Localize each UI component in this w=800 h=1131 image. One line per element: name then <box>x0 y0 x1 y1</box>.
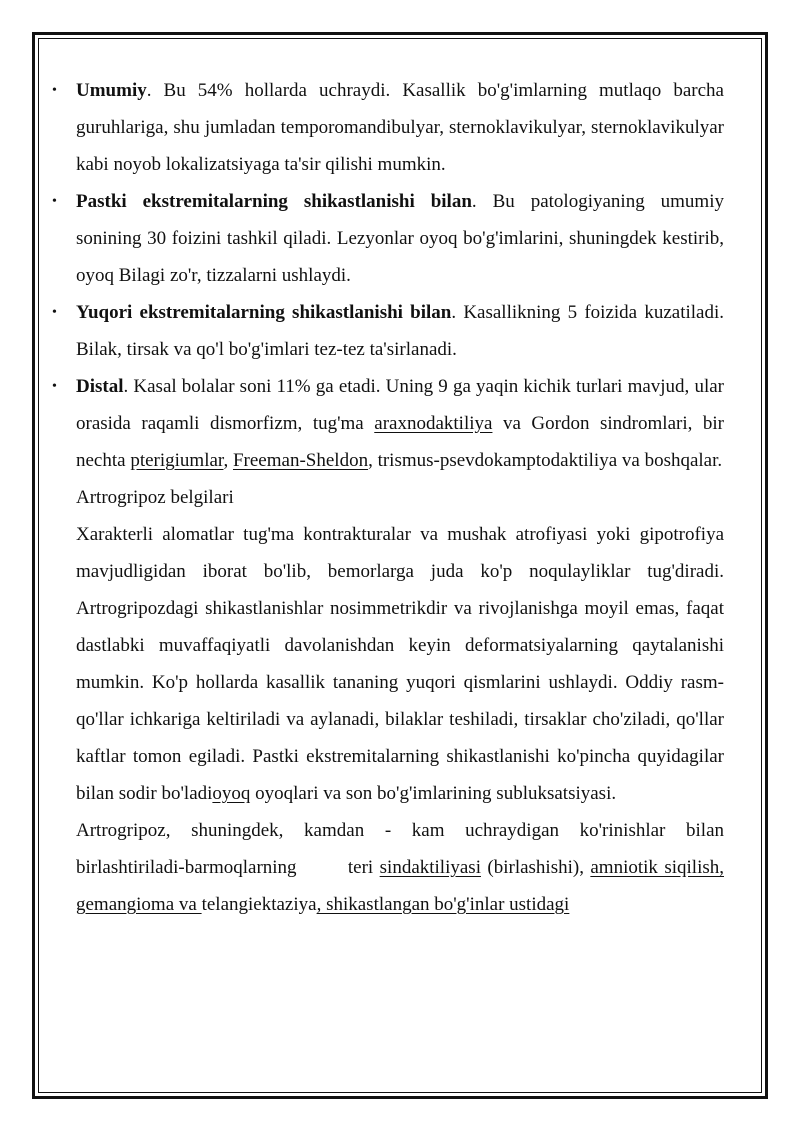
bullet-text: . Kasal bolalar soni 11% ga etadi. Uning 9 ga yaqin kichik turlari mavjud, ular orasida raqamli dismorfizm, tug'ma <box>76 376 724 434</box>
link-pterigiumlar[interactable]: pterigiumlar <box>130 450 224 471</box>
link-sindaktiliyasi[interactable]: sindaktiliyasi <box>379 857 481 878</box>
bullet-item <box>76 294 724 368</box>
bullet-title: Pastki ekstremitalarning shikastlanishi bilan <box>76 191 472 212</box>
bullet-text: , <box>223 450 233 471</box>
paragraph-text: oyoqlari va son bo'g'imlarining subluksatsiyasi. <box>250 783 617 804</box>
bullet-text: . Kasallikning 5 foizida kuzatiladi. Bilak, tirsak va qo'l bo'g'imlari tez-tez ta'sirlanadi. <box>76 302 724 360</box>
bullet-text: , trismus-psevdokamptodaktiliya va boshqalar. <box>368 450 723 471</box>
document-body <box>76 72 729 923</box>
paragraph-text: Artrogripoz, shuningdek, kamdan - kam uchraydigan ko'rinishlar bilan birlashtiriladi-barmoqlarning teri <box>76 820 729 878</box>
link-shikastlangan-boginlar[interactable]: , shikastlangan bo'g'inlar ustidagi <box>316 894 570 915</box>
link-araxnodaktiliya[interactable]: araxnodaktiliya <box>374 413 493 434</box>
paragraph <box>76 812 729 923</box>
bullet-title: Umumiy <box>76 80 147 101</box>
bullet-text: va Gordon sindromlari, bir nechta <box>76 413 724 471</box>
bullet-text: . Bu 54% hollarda uchraydi. Kasallik bo'g'imlarning mutlaqo barcha guruhlariga, shu jumladan temporomandibulyar, sternoklavikulyar, sternoklavikulyar kabi noyob lokalizatsiyaga ta'sir qilishi mumkin. <box>76 80 724 175</box>
link-freeman-sheldon[interactable]: Freeman-Sheldon <box>232 450 369 471</box>
bullet-item <box>76 183 724 294</box>
link-oyoq[interactable]: oyoq <box>212 783 251 804</box>
bullet-item <box>76 72 724 183</box>
paragraph-text: telangiektaziya <box>201 894 317 915</box>
paragraph-text: (birlashishi), <box>480 857 591 878</box>
section-heading: Artrogripoz belgilari <box>76 487 234 508</box>
bullet-title: Distal <box>76 376 124 397</box>
bullet-title: Yuqori ekstremitalarning shikastlanishi bilan <box>76 302 452 323</box>
link-amniotik-siqilish[interactable]: amniotik siqilish, gemangioma va <box>76 857 724 915</box>
bullet-item <box>76 368 724 479</box>
paragraph-text: Xarakterli alomatlar tug'ma kontrakturalar va mushak atrofiyasi yoki gipotrofiya mavjudligidan iborat bo'lib, bemorlarga juda ko'p noqulayliklar tug'diradi. Artrogripozdagi shikastlanishlar nosimmetrikdir va rivojlanishga moyil emas, faqat dastlabki muvaffaqiyatli davolanishdan keyin deformatsiyalarning qaytalanishi mumkin. Ko'p hollarda kasallik tananing yuqori qismlarini ushlaydi. Oddiy rasm-qo'llar ichkariga keltiriladi va aylanadi, bilaklar teshiladi, tirsaklar cho'ziladi, qo'llar kaftlar tomon egiladi. Pastki ekstremitalarning shikastlanishi ko'pincha quyidagilar bilan sodir bo'ladi <box>76 524 724 804</box>
bullet-text: . Bu patologiyaning umumiy sonining 30 foizini tashkil qiladi. Lezyonlar oyoq bo'g'imlarini, shuningdek kestirib, oyoq Bilagi zo'r, tizzalarni ushlaydi. <box>76 191 724 286</box>
paragraph <box>76 516 724 812</box>
